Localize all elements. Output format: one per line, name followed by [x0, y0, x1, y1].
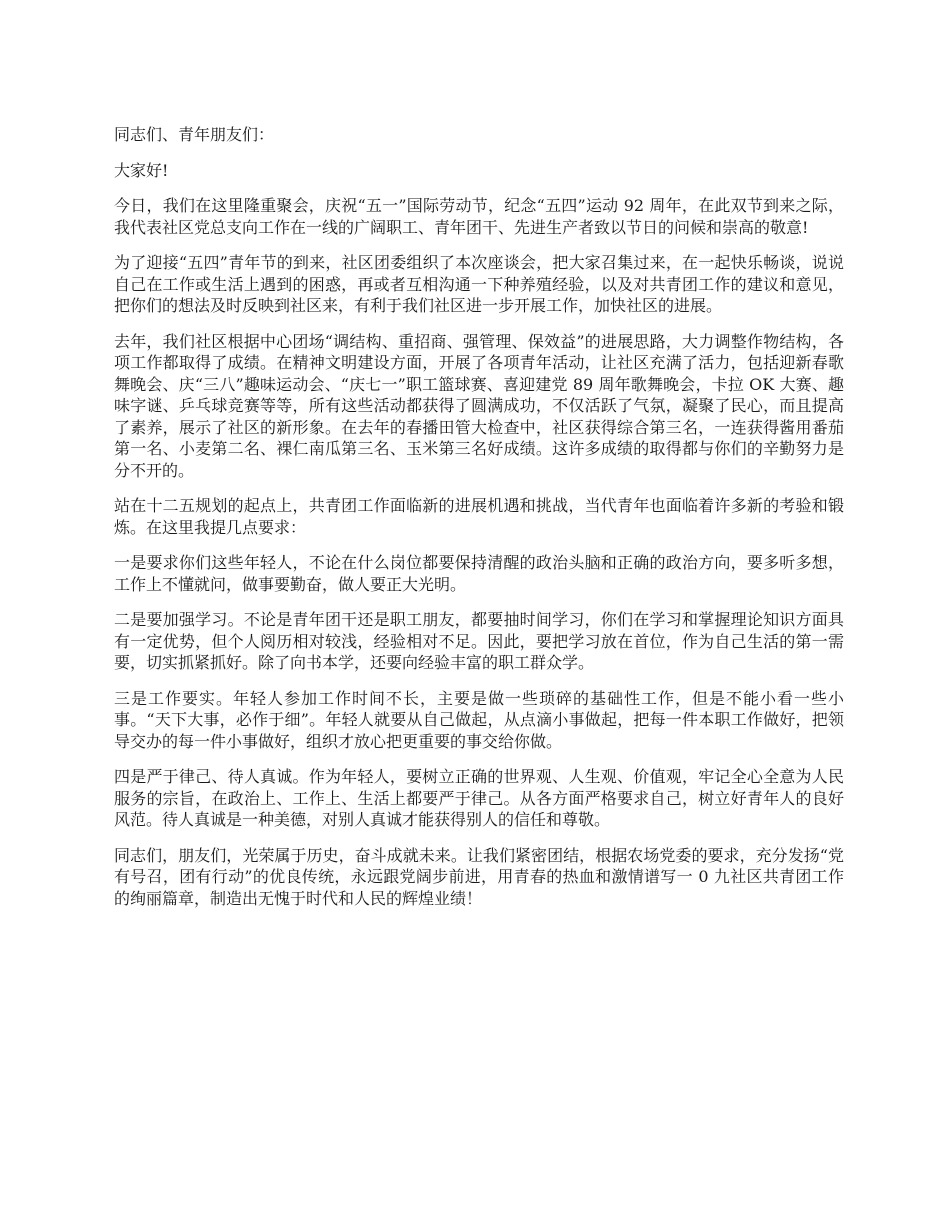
- paragraph-requirement-four: 四是严于律己、待人真诚。作为年轻人，要树立正确的世界观、人生观、价值观，牢记全心全意为人民服务的宗旨，在政治上、工作上、生活上都要严于律己。从各方面严格要求自己，树立好青年人的良好风范。待人真诚是一种美德，对别人真诚才能获得别人的信任和尊敬。: [114, 767, 844, 829]
- document-body: [114, 124, 844, 923]
- paragraph-last-year: 去年，我们社区根据中心团场“调结构、重招商、强管理、保效益”的进展思路，大力调整作物结构，各项工作都取得了成绩。在精神文明建设方面，开展了各项青年活动，让社区充满了活力，包括迎新春歌舞晚会、庆“三八”趣味运动会、“庆七一”职工篮球赛、喜迎建党 89 周年歌舞晚会，卡拉 OK 大赛、趣味字谜、乒乓球竞赛等等，所有这些活动都获得了圆满成功，不仅活跃了气氛，凝聚了民心，而且提高了素养，展示了社区的新形象。在去年的春播田管大检查中，社区获得综合第三名，一连获得酱用番茄第一名、小麦第二名、裸仁南瓜第三名、玉米第三名好成绩。这许多成绩的取得都与你们的辛勤努力是分不开的。: [114, 331, 844, 480]
- paragraph-youth-day: 为了迎接“五四”青年节的到来，社区团委组织了本次座谈会，把大家召集过来，在一起快乐畅谈，说说自己在工作或生活上遇到的困惑，再或者互相沟通一下种养殖经验，以及对共青团工作的建议和意见，把你们的想法及时反映到社区来，有利于我们社区进一步开展工作，加快社区的进展。: [114, 253, 844, 315]
- paragraph-requirement-one: 一是要求你们这些年轻人，不论在什么岗位都要保持清醒的政治头脑和正确的政治方向，要多听多想，工作上不懂就问，做事要勤奋，做人要正大光明。: [114, 553, 844, 594]
- paragraph-closing: 同志们，朋友们，光荣属于历史，奋斗成就未来。让我们紧密团结，根据农场党委的要求，充分发扬“党有号召，团有行动”的优良传统，永远跟党阔步前进，用青春的热血和激情谱写一 0 九社区共青团工作的绚丽篇章，制造出无愧于时代和人民的辉煌业绩！: [114, 845, 844, 908]
- paragraph-requirement-two: 二是要加强学习。不论是青年团干还是职工朋友，都要抽时间学习，你们在学习和掌握理论知识方面具有一定优势，但个人阅历相对较浅，经验相对不足。因此，要把学习放在首位，作为自己生活的第一需要，切实抓紧抓好。除了向书本学，还要向经验丰富的职工群众学。: [114, 610, 844, 672]
- paragraph-opening: 今日，我们在这里隆重聚会，庆祝“五一”国际劳动节，纪念“五四”运动 92 周年，在此双节到来之际，我代表社区党总支向工作在一线的广阔职工、青年团干、先进生产者致以节日的问候和崇高的敬意!: [114, 196, 844, 237]
- paragraph-requirement-three: 三是工作要实。年轻人参加工作时间不长，主要是做一些琐碎的基础性工作，但是不能小看一些小事。“天下大事，必作于细”。年轻人就要从自己做起，从点滴小事做起，把每一件本职工作做好，把领导交办的每一件小事做好，组织才放心把更重要的事交给你做。: [114, 688, 844, 751]
- greeting: 大家好!: [114, 160, 169, 180]
- paragraph-requirements-intro: 站在十二五规划的起点上，共青团工作面临新的进展机遇和挑战，当代青年也面临着许多新的考验和锻炼。在这里我提几点要求：: [114, 496, 844, 537]
- salutation: 同志们、青年朋友们：: [114, 125, 275, 144]
